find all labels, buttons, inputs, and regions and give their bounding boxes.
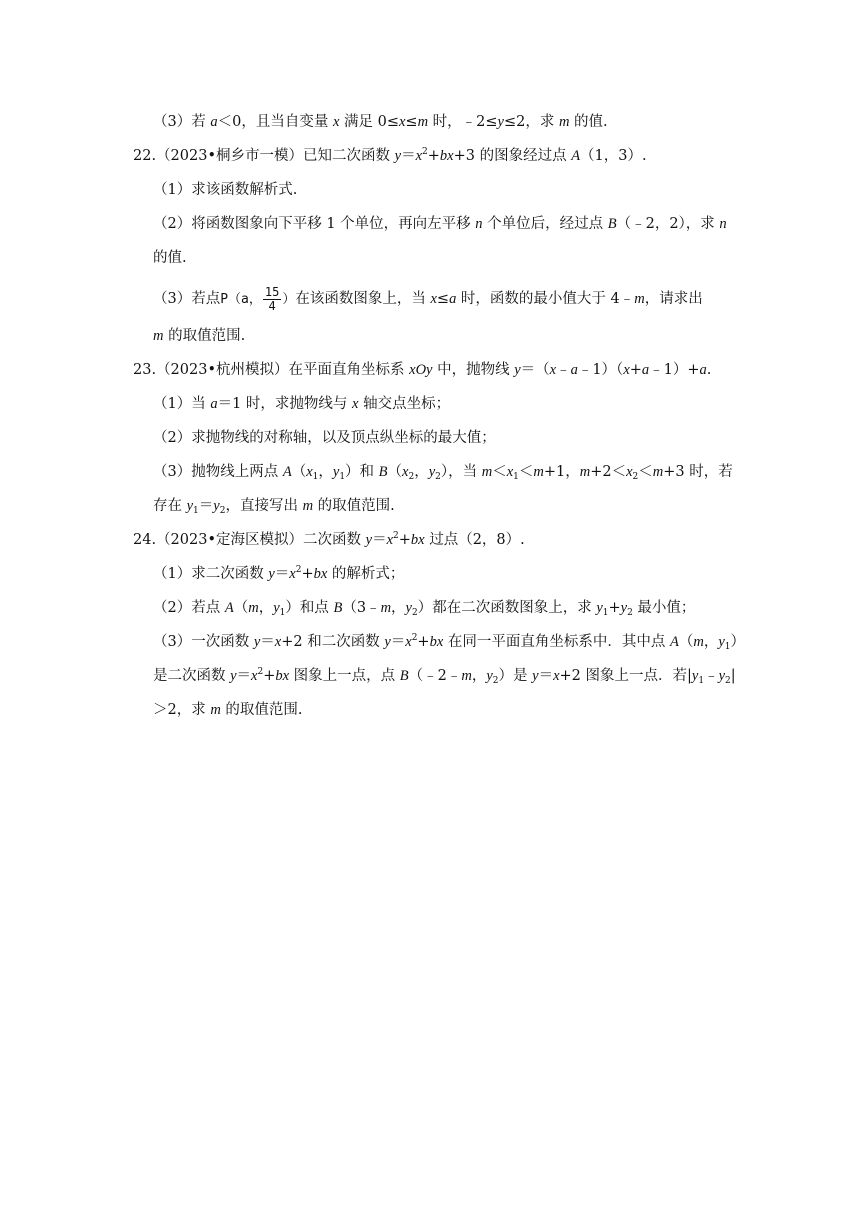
var: y: [486, 668, 493, 684]
subscript: 2: [492, 676, 499, 686]
var: A: [571, 148, 581, 164]
text: （﹣2，2），求: [616, 216, 720, 232]
var: a: [699, 362, 707, 378]
text: （﹣2﹣: [408, 668, 462, 684]
var: x: [386, 532, 394, 548]
subscript: 2: [627, 608, 633, 618]
var: A: [224, 600, 234, 616]
subscript: 2: [411, 608, 418, 618]
q24-part3-cont2: [153, 700, 303, 720]
text: 满足 0≤: [339, 114, 399, 130]
text: （1）求二次函数: [153, 566, 269, 582]
question-source: （2023•杭州模拟）: [156, 362, 289, 378]
text: ，: [471, 668, 487, 684]
var: m: [417, 114, 429, 130]
var: x: [274, 634, 282, 650]
text: +1，: [543, 464, 580, 480]
text: ≤: [405, 114, 418, 130]
var: m: [380, 600, 392, 616]
subscript: 1: [513, 472, 519, 482]
text: （2）求抛物线的对称轴，以及顶点纵坐标的最大值；: [153, 430, 496, 446]
subscript: 1: [602, 608, 609, 618]
var: a: [449, 291, 457, 307]
subscript: 2: [632, 472, 639, 482]
var: x: [415, 148, 423, 164]
text: （1）当: [153, 396, 211, 412]
var: n: [719, 216, 727, 232]
var: x: [623, 362, 630, 378]
text: ＝: [390, 634, 406, 650]
text: +: [417, 634, 430, 650]
q22-part1: [153, 180, 297, 200]
var: B: [378, 464, 388, 480]
text: ＝: [260, 634, 275, 650]
fraction: [263, 286, 281, 313]
text: 的值.: [153, 250, 187, 266]
var: m: [481, 464, 493, 480]
var: xOy: [409, 362, 433, 378]
subscript: 1: [339, 472, 346, 482]
text: ＜0，且当自变量: [217, 114, 333, 130]
text: （1）求该函数解析式.: [153, 182, 298, 198]
q23-part3-cont: [153, 496, 395, 516]
text: ﹣1）（: [577, 362, 624, 378]
text: （1，3）.: [580, 148, 647, 164]
var: x: [289, 566, 296, 582]
var: a: [210, 396, 218, 412]
text: ，: [391, 600, 406, 616]
var: x: [405, 634, 412, 650]
subscript: 1: [193, 506, 199, 516]
text: ，: [414, 464, 429, 480]
text: 在该函数图象上，当: [295, 291, 431, 307]
text: 存在: [153, 498, 187, 514]
question-number: 24.: [133, 532, 157, 548]
text: +: [427, 148, 440, 164]
var: bx: [439, 148, 454, 164]
text: 二次函数: [303, 532, 366, 548]
var: y: [405, 600, 412, 616]
text: （3）若点: [153, 291, 221, 307]
var: m: [652, 464, 664, 480]
subscript: 1: [312, 472, 319, 482]
exponent: 2: [422, 147, 428, 157]
var: x: [402, 464, 409, 480]
text: ≤2，求: [503, 114, 559, 130]
var: y: [718, 634, 725, 650]
question-number: 22.: [133, 148, 157, 164]
text: ＜: [518, 464, 534, 480]
var: x: [306, 464, 313, 480]
text: 在同一平面直角坐标系中．其中点: [443, 634, 670, 650]
q22-part2-cont: [153, 248, 187, 268]
text: ）: [730, 634, 745, 650]
var: y: [514, 362, 521, 378]
denominator: 4: [268, 298, 276, 313]
var: x: [549, 362, 557, 378]
text: 已知二次函数: [303, 148, 395, 164]
question-number: 23.: [133, 362, 157, 378]
text: +: [263, 668, 276, 684]
numerator: 15: [264, 284, 280, 299]
text: ），当: [440, 464, 482, 480]
text: （: [678, 634, 694, 650]
var: x: [430, 291, 437, 307]
subscript: 2: [408, 472, 415, 482]
text: ，: [258, 600, 274, 616]
text: ）都在二次函数图象上，求: [417, 600, 597, 616]
text: ，: [703, 634, 719, 650]
var: A: [669, 634, 679, 650]
var: n: [475, 216, 483, 232]
subscript: 1: [279, 608, 286, 618]
text: ＝: [372, 532, 387, 548]
var: bx: [275, 668, 290, 684]
var: y: [428, 464, 436, 480]
q24-part1: [153, 564, 404, 584]
var: x: [398, 114, 406, 130]
var: y: [394, 148, 402, 164]
text: （2）若点: [153, 600, 225, 616]
text: 是二次函数: [153, 668, 231, 684]
text: ＜: [492, 464, 507, 480]
text: ＝: [198, 498, 214, 514]
text: ＜: [638, 464, 653, 480]
text: 的值.: [569, 114, 608, 130]
subscript: 2: [725, 676, 731, 686]
text: ＝: [401, 148, 416, 164]
paren: ）: [282, 292, 296, 307]
var: m: [533, 464, 544, 480]
q23-part2: [153, 428, 496, 448]
text: .: [706, 362, 712, 378]
exponent: 2: [257, 667, 264, 677]
text: +3 的图象经过点: [453, 148, 572, 164]
text: ＝: [274, 566, 290, 582]
text: 过点（2，8）.: [424, 532, 525, 548]
text: +2＜: [590, 464, 627, 480]
text: ，请求出: [644, 291, 703, 307]
text: ﹣1）+: [649, 362, 700, 378]
text: （3﹣: [342, 600, 381, 616]
q22-part3: [153, 284, 703, 315]
text: 的解析式；: [327, 566, 405, 582]
subscript: 2: [435, 472, 441, 482]
text: （3）一次函数: [153, 634, 254, 650]
var: y: [213, 498, 220, 514]
text: （: [291, 464, 307, 480]
text: ＝（: [520, 362, 550, 378]
text: （3）抛物线上两点: [153, 464, 283, 480]
subscript: 1: [698, 676, 705, 686]
var: y: [230, 668, 237, 684]
text: （: [387, 464, 403, 480]
text: 的取值范围.: [220, 702, 303, 718]
text: +: [629, 362, 642, 378]
var: m: [579, 464, 591, 480]
text: （: [233, 600, 249, 616]
text: 时，﹣2≤: [428, 114, 498, 130]
text: ）和点: [285, 600, 334, 616]
text: ≤: [436, 291, 450, 307]
var: bx: [410, 532, 425, 548]
q24-part3-cont: [153, 666, 736, 686]
text: |: [730, 668, 736, 684]
var: x: [251, 668, 258, 684]
var: m: [693, 634, 704, 650]
var: y: [718, 668, 725, 684]
text: 的取值范围.: [313, 498, 395, 514]
q23-part3: [153, 462, 733, 482]
q23-stem: [133, 360, 711, 380]
text: ）和: [345, 464, 379, 480]
var: y: [596, 600, 603, 616]
q22-stem: [133, 146, 647, 166]
subscript: 2: [219, 506, 226, 516]
text: 时，函数的最小值大于 4﹣: [456, 291, 635, 307]
var: y: [186, 498, 194, 514]
text: ）是: [498, 668, 533, 684]
text: （2）将函数图象向下平移 1 个单位，再向左平移: [153, 216, 476, 232]
text: ，直接写出: [225, 498, 303, 514]
text: +2 图象上一点．若|: [559, 668, 692, 684]
var: m: [210, 702, 221, 718]
text: 轴交点坐标；: [358, 396, 451, 412]
var: bx: [429, 634, 444, 650]
text: 最小值；: [632, 600, 696, 616]
text: ＝1 时，求抛物线与: [217, 396, 353, 412]
text: ﹣: [556, 362, 571, 378]
text: +: [398, 532, 411, 548]
var: a: [210, 114, 218, 130]
var: x: [332, 114, 340, 130]
text: 在平面直角坐标系: [288, 362, 410, 378]
text: +3 时，若: [663, 464, 733, 480]
question-source: （2023•桐乡市一模）: [156, 148, 304, 164]
text: +: [608, 600, 621, 616]
text: +2 和二次函数: [281, 634, 385, 650]
var: y: [273, 600, 280, 616]
text: 个单位后，经过点: [482, 216, 608, 232]
var: y: [253, 634, 261, 650]
q24-part2: [153, 598, 695, 618]
text: 中，抛物线: [432, 362, 515, 378]
subscript: 1: [724, 642, 731, 652]
var: m: [461, 668, 472, 684]
exponent: 2: [295, 565, 302, 575]
text: +: [301, 566, 314, 582]
exponent: 2: [411, 633, 418, 643]
var: y: [332, 464, 340, 480]
var: B: [607, 216, 617, 232]
var: m: [302, 498, 314, 514]
var: m: [248, 600, 259, 616]
var: y: [532, 668, 539, 684]
var: A: [282, 464, 292, 480]
var: B: [399, 668, 409, 684]
q22-part2: [153, 214, 727, 234]
question-source: （2023•定海区模拟）: [156, 532, 304, 548]
var: x: [626, 464, 633, 480]
var: bx: [313, 566, 328, 582]
var: x: [352, 396, 359, 412]
var: y: [365, 532, 373, 548]
var: y: [268, 566, 275, 582]
var: y: [497, 114, 504, 130]
var: m: [558, 114, 570, 130]
text: ﹣: [704, 668, 719, 684]
q22-part3-cont: [153, 326, 245, 346]
var: m: [153, 328, 164, 344]
text: ＝: [538, 668, 554, 684]
var: a: [570, 362, 578, 378]
var: x: [553, 668, 560, 684]
q21-part3: [153, 112, 608, 132]
text: ＞2，求: [153, 702, 211, 718]
var: y: [384, 634, 391, 650]
var: x: [506, 464, 514, 480]
q23-part1: [153, 394, 450, 414]
var: a: [641, 362, 650, 378]
var: y: [691, 668, 699, 684]
exponent: 2: [393, 531, 399, 541]
text: ＝: [236, 668, 252, 684]
point-label: P（a，: [220, 292, 262, 307]
var: m: [634, 291, 645, 307]
text: ，: [318, 464, 333, 480]
q24-part3: [153, 632, 745, 652]
var: B: [333, 600, 343, 616]
var: y: [620, 600, 628, 616]
text: 图象上一点，点: [289, 668, 400, 684]
text: （3）若: [153, 114, 211, 130]
text: 的取值范围.: [163, 328, 246, 344]
q24-stem: [133, 530, 525, 550]
